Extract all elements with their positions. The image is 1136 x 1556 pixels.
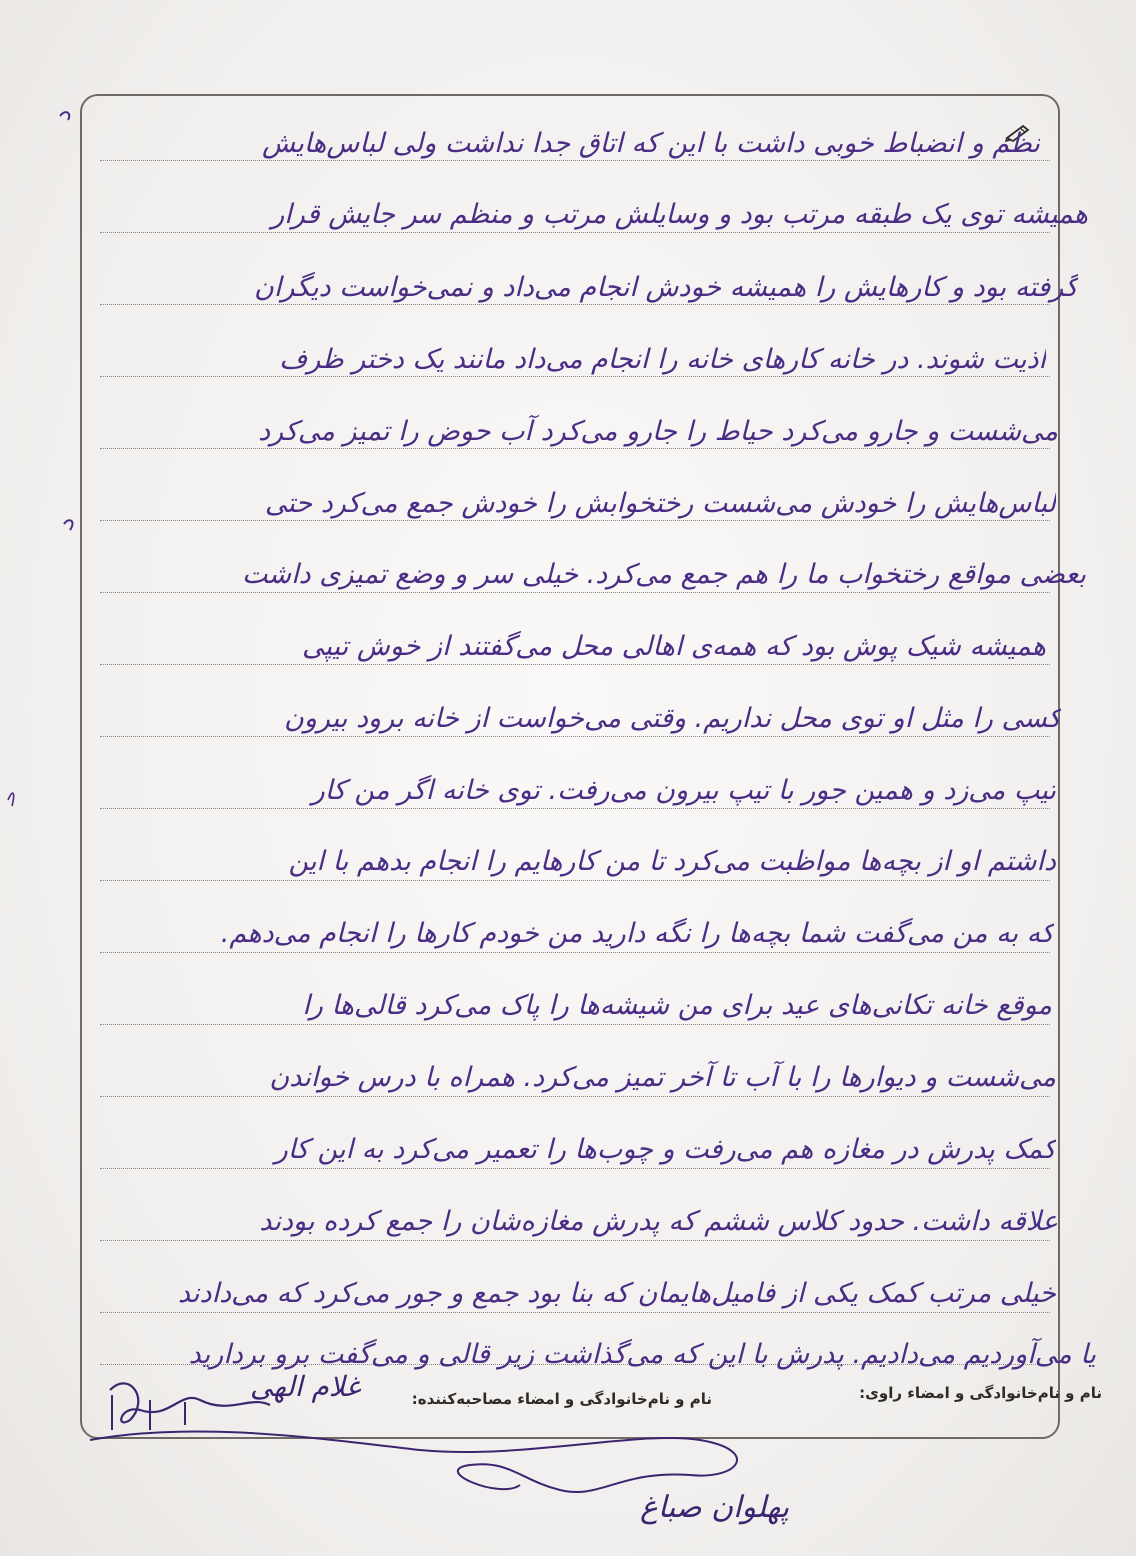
bottom-signature: پهلوان صباغ: [640, 1490, 790, 1525]
narrator-name-signature: غلام الهی: [250, 1370, 361, 1403]
interviewer-label: نام و نام‌خانوادگی و امضاء مصاحبه‌کننده:: [411, 1390, 712, 1408]
handwritten-line: نظم و انضباط خوبی داشت با این که اتاق جدا نداشت ولی لباس‌هایش: [261, 128, 1040, 159]
handwritten-line: می‌شست و جارو می‌کرد حیاط را جارو می‌کرد آب حوض را تمیز می‌کرد: [258, 416, 1058, 447]
handwritten-line: علاقه داشت. حدود کلاس ششم که پدرش مغازه‌شان را جمع کرده بودند: [259, 1206, 1058, 1237]
narrator-label: نام و نام‌خانوادگی و امضاء راوی:: [859, 1384, 1102, 1402]
handwritten-line: اذیت شوند. در خانه کارهای خانه را انجام می‌داد مانند یک دختر ظرف: [279, 344, 1046, 375]
handwritten-line: یا می‌آوردیم می‌دادیم. پدرش با این که می‌گذاشت زیر قالی و می‌گفت برو بردارید: [188, 1339, 1096, 1370]
handwritten-line: کمک پدرش در مغازه هم می‌رفت و چوب‌ها را تعمیر می‌کرد به این کار: [274, 1134, 1056, 1165]
handwritten-line: می‌شست و دیوارها را با آب تا آخر تمیز می‌کرد. همراه با درس خواندن: [269, 1062, 1056, 1093]
handwritten-line: گرفته بود و کارهایش را همیشه خودش انجام می‌داد و نمی‌خواست دیگران: [254, 272, 1078, 303]
handwritten-line: لباس‌هایش را خودش می‌شست رختخوابش را خودش جمع می‌کرد حتی: [264, 488, 1056, 519]
handwritten-line: همیشه توی یک طبقه مرتب بود و وسایلش مرتب و منظم سر جایش قرار: [271, 199, 1088, 230]
handwritten-line: که به من می‌گفت شما بچه‌ها را نگه دارید من خودم کارها را انجام می‌دهم.: [220, 918, 1054, 949]
handwritten-line: خیلی مرتب کمک یکی از فامیل‌هایمان که بنا بود جمع و جور می‌کرد که می‌دادند: [177, 1278, 1056, 1309]
handwritten-line: داشتم او از بچه‌ها مواظبت می‌کرد تا من کارهایم را انجام بدهم با این: [288, 846, 1056, 877]
handwritten-line: همیشه شیک پوش بود که همه‌ی اهالی محل می‌گفتند از خوش تیپی: [301, 631, 1046, 662]
handwritten-line: بعضی مواقع رختخواب ما را هم جمع می‌کرد. خیلی سر و وضع تمیزی داشت: [242, 559, 1086, 590]
handwritten-line: تیپ می‌زد و همین جور با تیپ بیرون می‌رفت. توی خانه اگر من کار: [311, 775, 1056, 806]
handwritten-line: کسی را مثل او توی محل نداریم. وقتی می‌خواست از خانه برود بیرون: [284, 703, 1061, 734]
handwritten-line: موقع خانه تکانی‌های عید برای من شیشه‌ها را پاک می‌کرد قالی‌ها را: [302, 990, 1052, 1021]
